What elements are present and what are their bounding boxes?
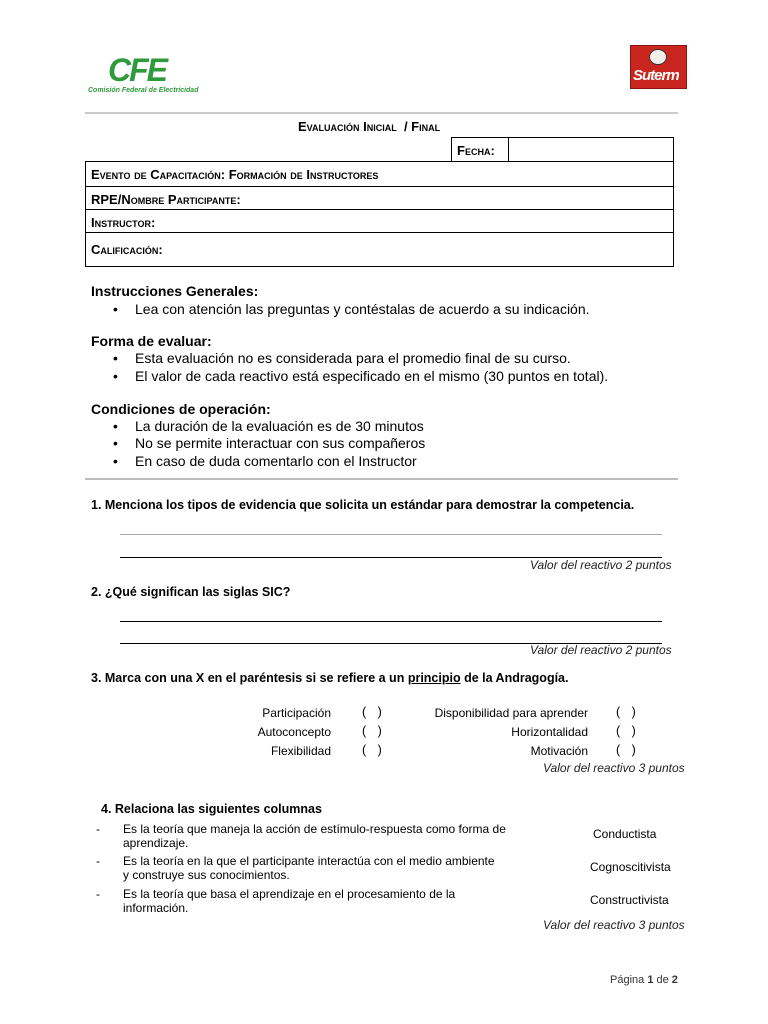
bullet-icon: • — [113, 301, 118, 317]
suterm-logo — [630, 45, 687, 89]
question-3 — [91, 671, 568, 685]
fecha-row — [451, 137, 674, 162]
page-number-separator: de — [653, 974, 672, 986]
option-label: Autoconcepto — [257, 725, 331, 739]
match-option: Cognoscitivista — [590, 860, 671, 874]
match-option: Conductista — [593, 827, 657, 841]
question-2-value: Valor del reactivo 2 puntos — [530, 643, 672, 657]
total-pages: 2 — [671, 974, 678, 986]
list-item — [123, 854, 513, 882]
fecha-label: Fecha: — [457, 143, 495, 158]
suterm-logo-text: Suterm — [633, 67, 679, 84]
question-3-text: 3. Marca con una X en el paréntesis si se refiere a un — [91, 671, 408, 685]
option-label: Motivación — [530, 744, 588, 758]
evento-label: Evento de Capacitación: Formación de Instructores — [91, 167, 379, 182]
question-1: 1. Menciona los tipos de evidencia que solicita un estándar para demostrar la competencia. — [91, 498, 635, 512]
section-divider — [85, 478, 678, 480]
option-label: Horizontalidad — [511, 725, 588, 739]
question-2: 2. ¿Qué significan las siglas SIC? — [91, 585, 291, 599]
page-title: Evaluación Inicial / Final — [298, 119, 441, 134]
dash-icon: - — [96, 822, 100, 836]
list-item-text: Esta evaluación no es considerada para el promedio final de su curso. — [135, 350, 571, 366]
option-checkbox[interactable]: ( ) — [362, 743, 386, 757]
option-label: Flexibilidad — [270, 744, 331, 758]
instructor-label: Instructor: — [91, 215, 156, 230]
match-option: Constructivista — [590, 893, 669, 907]
list-item-text: Es la teoría en la que el participante interactúa con el medio ambiente — [123, 854, 495, 868]
answer-line-2a[interactable] — [120, 621, 662, 622]
bullet-icon: • — [113, 350, 118, 366]
question-3-underlined: principio — [407, 671, 461, 685]
evento-row — [85, 161, 674, 187]
bullet-icon: • — [113, 368, 118, 384]
calificacion-label: Calificación: — [91, 242, 163, 257]
bullet-icon: • — [113, 435, 118, 451]
option-checkbox[interactable]: ( ) — [616, 743, 640, 757]
list-item-text: aprendizaje. — [123, 836, 189, 850]
current-page: 1 — [647, 974, 654, 986]
question-4-value: Valor del reactivo 3 puntos — [543, 918, 685, 932]
option-checkbox[interactable]: ( ) — [362, 724, 386, 738]
page-number — [610, 974, 678, 986]
page-number-prefix: Página — [610, 974, 648, 986]
cfe-logo: CFE — [108, 52, 166, 88]
question-4: 4. Relaciona las siguientes columnas — [101, 802, 322, 816]
list-item — [123, 822, 513, 850]
list-item-text: No se permite interactuar con sus compañeros — [135, 435, 426, 451]
list-item-text: La duración de la evaluación es de 30 minutos — [135, 418, 424, 434]
option-label: Disponibilidad para aprender — [434, 706, 588, 720]
list-item-text: Lea con atención las preguntas y contéstalas de acuerdo a su indicación. — [135, 301, 590, 317]
bullet-icon: • — [113, 418, 118, 434]
question-3-value: Valor del reactivo 3 puntos — [543, 761, 685, 775]
list-item-text: Es la teoría que basa el aprendizaje en el procesamiento de la — [123, 887, 456, 901]
condiciones-heading: Condiciones de operación: — [91, 401, 271, 417]
cfe-logo-subtitle: Comisión Federal de Electricidad — [88, 87, 199, 94]
forma-heading: Forma de evaluar: — [91, 333, 212, 349]
instructor-row[interactable] — [85, 209, 674, 233]
list-item-text: En caso de duda comentarlo con el Instructor — [135, 453, 417, 469]
list-item — [123, 887, 513, 915]
answer-line-1a[interactable] — [120, 534, 662, 535]
instrucciones-heading: Instrucciones Generales: — [91, 283, 259, 299]
question-1-value: Valor del reactivo 2 puntos — [530, 558, 672, 572]
calificacion-row[interactable] — [85, 232, 674, 267]
option-label: Participación — [262, 706, 331, 720]
question-3-text-end: de la Andragogía. — [460, 671, 569, 685]
header-divider — [85, 112, 678, 114]
bullet-icon: • — [113, 453, 118, 469]
rpe-row[interactable] — [85, 186, 674, 210]
option-checkbox[interactable]: ( ) — [616, 724, 640, 738]
gear-icon — [649, 49, 667, 65]
dash-icon: - — [96, 887, 100, 901]
option-checkbox[interactable]: ( ) — [616, 705, 640, 719]
dash-icon: - — [96, 854, 100, 868]
fecha-field[interactable] — [509, 138, 673, 161]
rpe-label: RPE/Nombre Participante: — [91, 192, 241, 207]
list-item-text: y construye sus conocimientos. — [123, 868, 290, 882]
list-item-text: información. — [123, 901, 189, 915]
list-item-text: El valor de cada reactivo está especificado en el mismo (30 puntos en total). — [135, 368, 609, 384]
fecha-label-cell — [452, 138, 509, 161]
list-item-text: Es la teoría que maneja la acción de estímulo-respuesta como forma de — [123, 822, 506, 836]
option-checkbox[interactable]: ( ) — [362, 705, 386, 719]
